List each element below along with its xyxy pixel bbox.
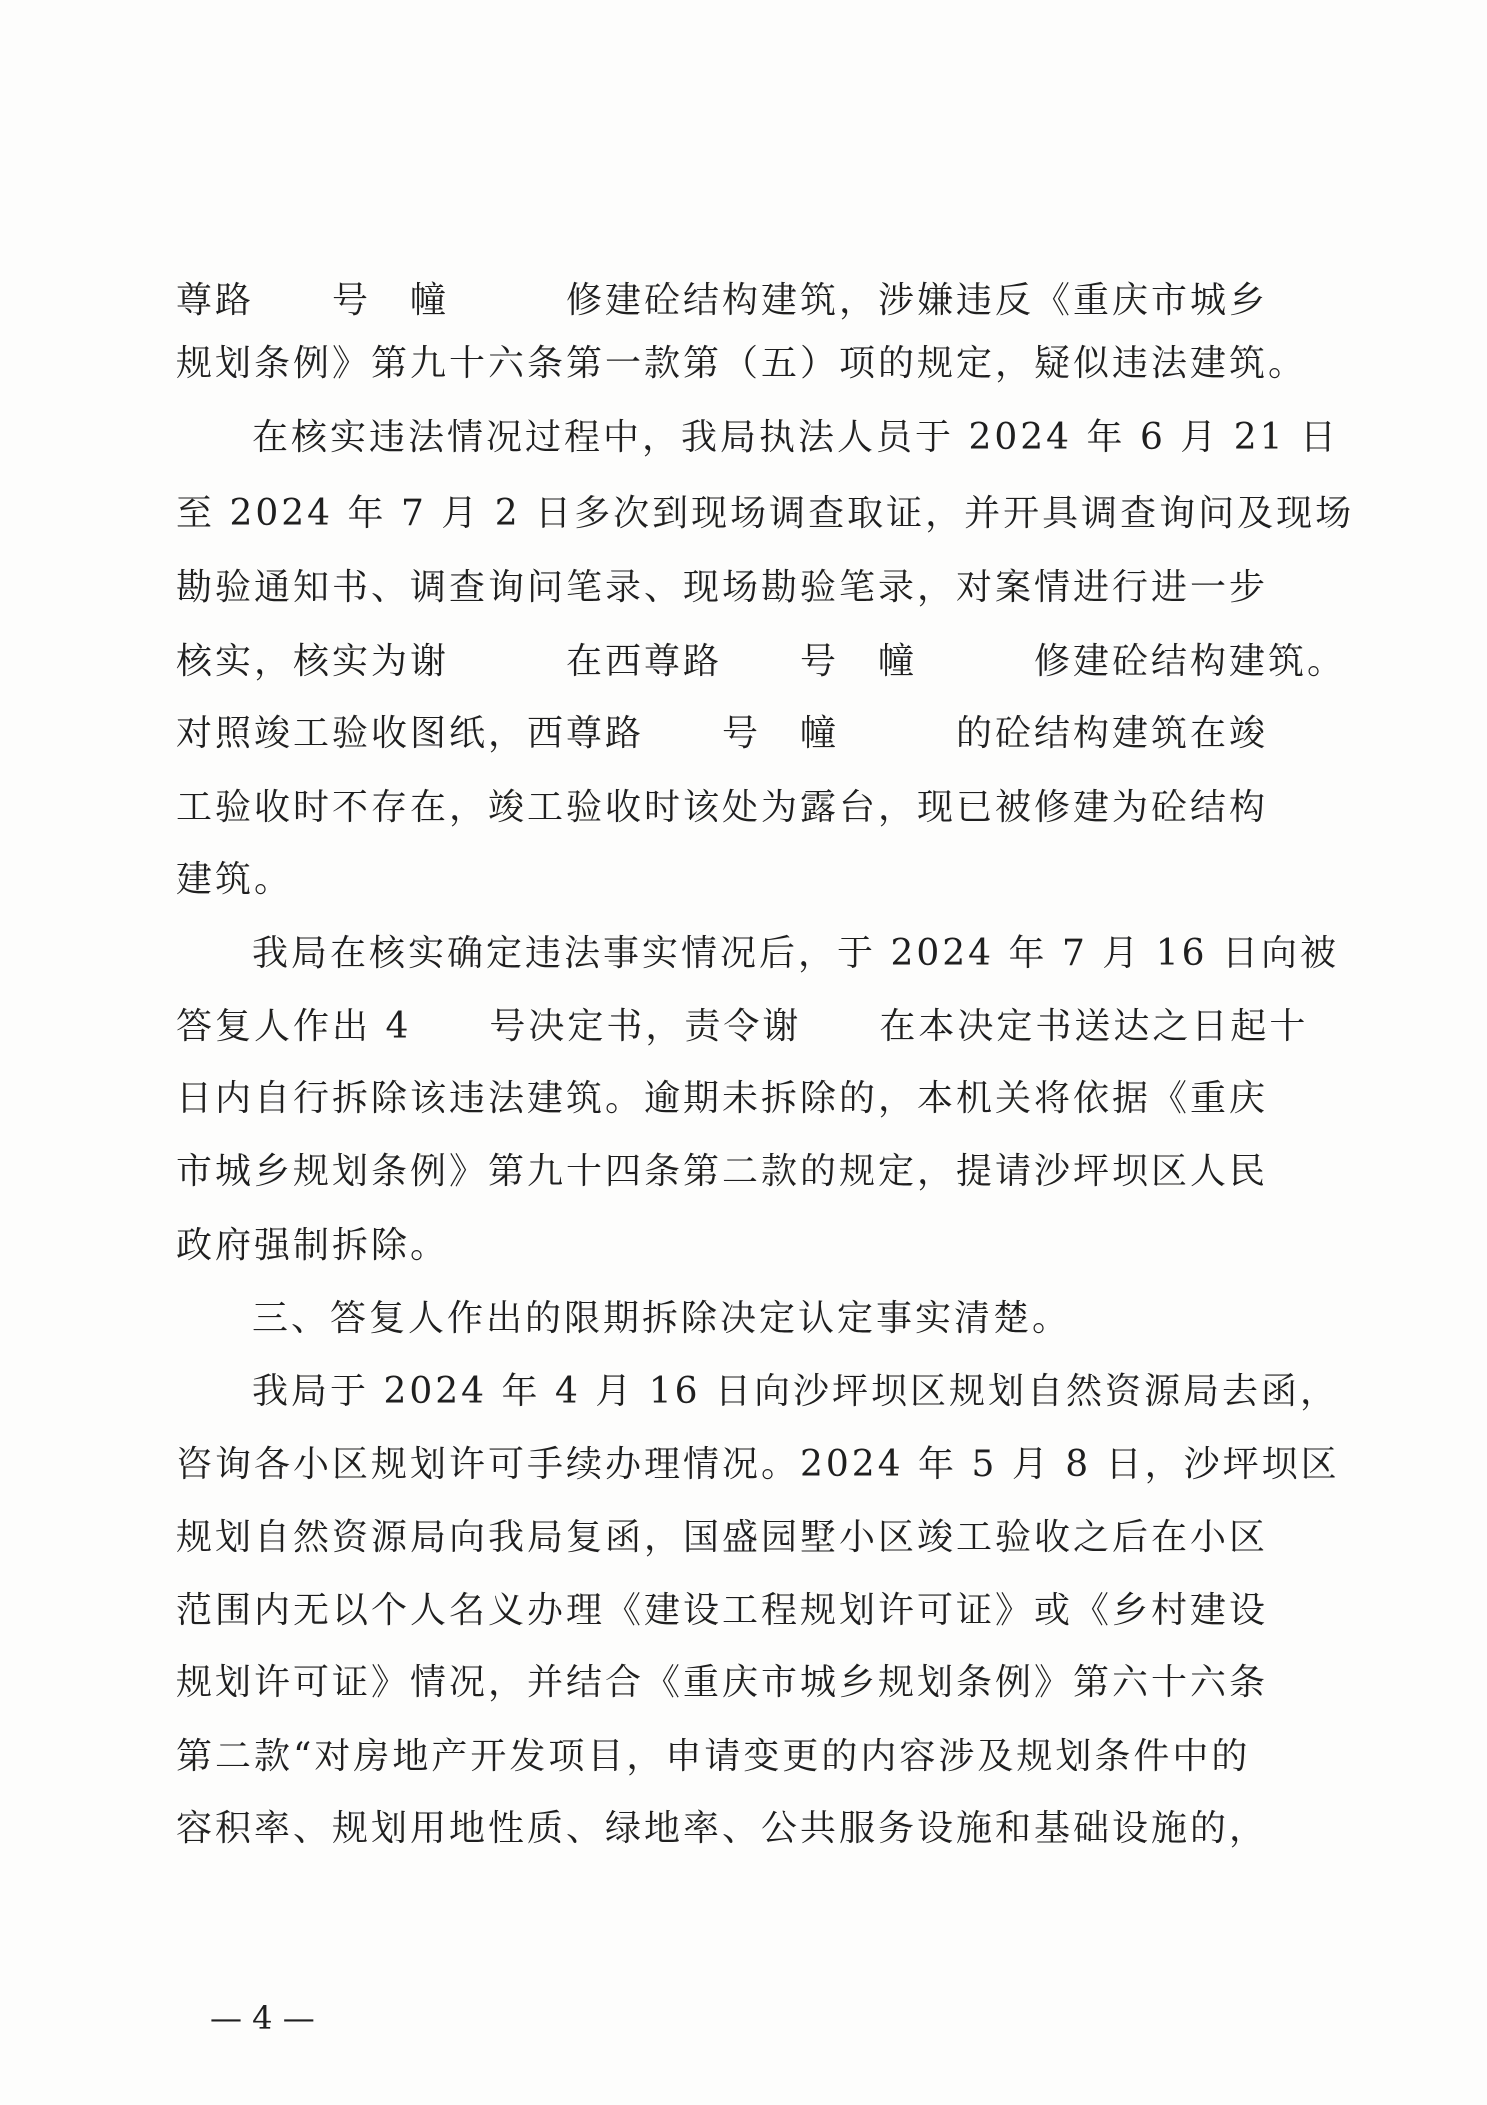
text-line: 对照竣工验收图纸，西尊路 号 幢 的砼结构建筑在竣 [176,713,1269,754]
text-line: 第二款“对房地产开发项目，申请变更的内容涉及规划条件中的 [176,1736,1251,1777]
text-line: 市城乡规划条例》第九十四条第二款的规定，提请沙坪坝区人民 [176,1151,1269,1192]
text-line: 至 2024 年 7 月 2 日多次到现场调查取证，并开具调查询问及现场 [176,493,1355,534]
text-line: 工验收时不存在，竣工验收时该处为露台，现已被修建为砼结构 [176,787,1269,828]
text-line: 规划条例》第九十六条第一款第（五）项的规定，疑似违法建筑。 [176,343,1308,384]
text-line: 建筑。 [176,859,294,900]
text-line: 核实，核实为谢 在西尊路 号 幢 修建砼结构建筑。 [176,641,1347,682]
text-line: 容积率、规划用地性质、绿地率、公共服务设施和基础设施的， [176,1808,1269,1849]
text-line: 咨询各小区规划许可手续办理情况。2024 年 5 月 8 日，沙坪坝区 [176,1444,1340,1485]
text-line: 我局在核实确定违法事实情况后，于 2024 年 7 月 16 日向被 [252,933,1339,974]
text-line: 答复人作出 4 号决定书，责令谢 在本决定书送达之日起十 [176,1006,1309,1047]
section-heading: 三、答复人作出的限期拆除决定认定事实清楚。 [252,1298,1072,1339]
text-line: 政府强制拆除。 [176,1225,450,1266]
text-line: 日内自行拆除该违法建筑。逾期未拆除的，本机关将依据《重庆 [176,1078,1269,1119]
text-line: 规划许可证》情况，并结合《重庆市城乡规划条例》第六十六条 [176,1662,1269,1703]
text-line: 在核实违法情况过程中，我局执法人员于 2024 年 6 月 21 日 [252,417,1339,458]
text-line: 范围内无以个人名义办理《建设工程规划许可证》或《乡村建设 [176,1590,1269,1631]
text-line: 尊路 号 幢 修建砼结构建筑，涉嫌违反《重庆市城乡 [176,280,1269,321]
text-line: 规划自然资源局向我局复函，国盛园墅小区竣工验收之后在小区 [176,1517,1269,1558]
page-number: — 4 — [210,1999,315,2037]
text-line: 我局于 2024 年 4 月 16 日向沙坪坝区规划自然资源局去函， [252,1371,1339,1412]
text-line: 勘验通知书、调查询问笔录、现场勘验笔录，对案情进行进一步 [176,567,1269,608]
